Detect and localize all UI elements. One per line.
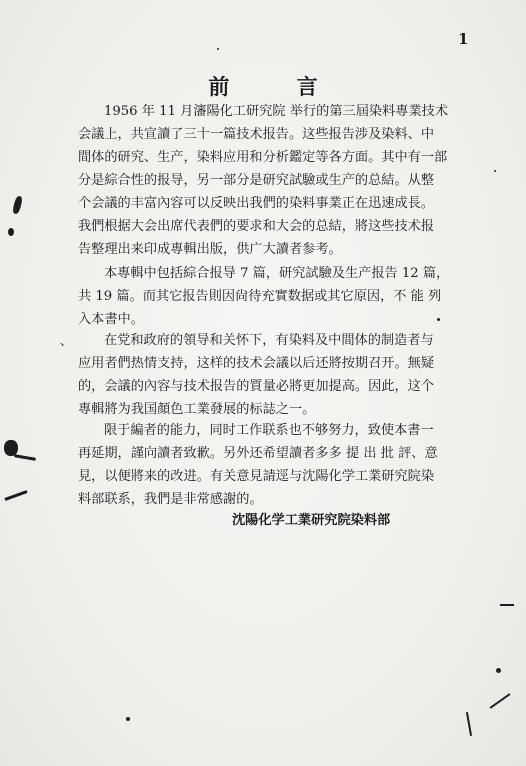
ink-speck bbox=[494, 170, 496, 172]
paragraph-line: 間体的研究、生产，染料应用和分析鑑定等各方面。其中有一部 bbox=[78, 150, 448, 165]
ink-blot bbox=[490, 693, 511, 708]
ink-blot bbox=[4, 490, 28, 501]
paragraph-line: 入本書中。 bbox=[78, 312, 144, 327]
paragraph-3 bbox=[78, 329, 498, 421]
ink-blot bbox=[466, 712, 472, 736]
signature: 沈陽化学工業研究院染料部 bbox=[232, 513, 391, 528]
ink-blot bbox=[500, 604, 514, 606]
ink-speck bbox=[437, 318, 440, 321]
paragraph-line: 分是綜合性的报导，另一部分是研究試驗或生产的总結。从整 bbox=[78, 173, 435, 188]
page-title: 前 言 bbox=[208, 74, 348, 99]
paragraph-line: 在党和政府的領导和关怀下，有染料及中間体的制造者与 bbox=[104, 333, 434, 348]
paragraph-line: 限于編者的能力，同时工作联系也不够努力，致使本書一 bbox=[104, 423, 434, 438]
ink-blot bbox=[12, 195, 23, 214]
paragraph-line: 共 19 篇。而其它报告則因尙待充實数据或其它原因，不 能 列 bbox=[78, 289, 442, 304]
paragraph-line: 專輯將为我国顏色工業發展的标誌之一。 bbox=[78, 402, 316, 417]
ink-speck bbox=[126, 717, 130, 721]
ink-blot bbox=[8, 228, 14, 236]
margin-mark: 、 bbox=[60, 334, 73, 348]
paragraph-4 bbox=[78, 419, 498, 511]
ink-speck bbox=[217, 48, 219, 50]
page-number: 1 bbox=[458, 30, 469, 48]
paragraph-line: 个会議的丰富內容可以反映出我們的染料事業正在迅速成長。 bbox=[78, 196, 435, 211]
paragraph-2 bbox=[78, 262, 498, 331]
paragraph-line: 告整理出来印成專輯出版，供广大讀者参考。 bbox=[78, 242, 342, 257]
paragraph-line: 的，会議的內容与技术报告的質量必將更加提高。因此，这个 bbox=[78, 379, 435, 394]
ink-speck bbox=[496, 668, 501, 673]
paragraph-line: 我們根据大会出席代表們的要求和大会的总結，將这些技术报 bbox=[78, 219, 435, 234]
paragraph-line: 本專輯中包括綜合报导 7 篇，研究試驗及生产报告 12 篇， bbox=[104, 266, 450, 281]
ink-blot bbox=[14, 454, 36, 461]
paragraph-line: 料部联系，我們是非常感謝的。 bbox=[78, 492, 263, 507]
paragraph-line: 見，以便將来的改进。有关意見請逕与沈陽化学工業研究院染 bbox=[78, 469, 435, 484]
paragraph-line: 应用者們热情支持，这样的技术会議以后还將按期召开。無疑 bbox=[78, 356, 435, 371]
paragraph-line: 再延期，謹向讀者致歉。另外还希望讀者多多 提 出 批 評、意 bbox=[78, 446, 438, 461]
paragraph-1 bbox=[78, 100, 498, 261]
paragraph-line: 会議上，共宣讀了三十一篇技术报告。这些报告涉及染料、中 bbox=[78, 127, 435, 142]
paragraph-line: 1956 年 11 月瀋陽化工研究院 举行的第三屆染料專業技术 bbox=[104, 104, 449, 119]
